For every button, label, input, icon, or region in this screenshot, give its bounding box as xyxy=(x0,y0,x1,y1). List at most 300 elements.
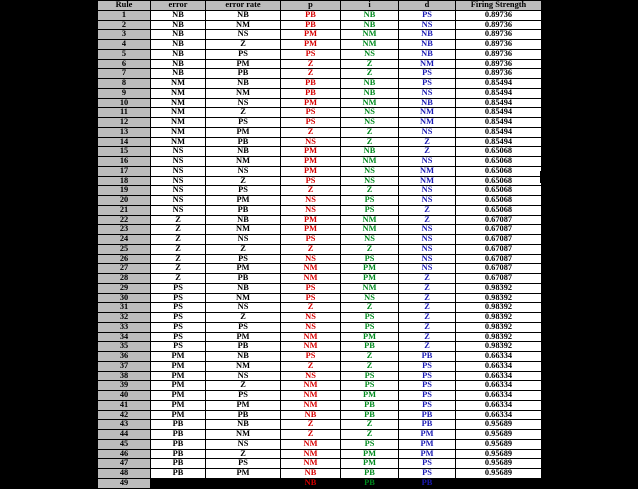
p-cell: NM xyxy=(281,332,341,342)
d-cell: PB xyxy=(399,420,456,430)
error-cell: NS xyxy=(151,147,206,157)
d-cell: PS xyxy=(399,79,456,89)
rule-cell: 42 xyxy=(98,410,151,420)
error-cell: NB xyxy=(151,40,206,50)
rule-cell: 35 xyxy=(98,342,151,352)
error-rate-cell: NS xyxy=(206,303,281,313)
error-cell: PB xyxy=(151,439,206,449)
table-row xyxy=(98,430,542,440)
table-row xyxy=(98,30,542,40)
d-cell: Z xyxy=(399,205,456,215)
i-cell: NB xyxy=(341,20,399,30)
rule-cell: 18 xyxy=(98,176,151,186)
i-cell: NM xyxy=(341,225,399,235)
p-cell: NB xyxy=(281,478,341,488)
table-row xyxy=(98,98,542,108)
error-rate-cell: NB xyxy=(206,420,281,430)
d-cell: PM xyxy=(399,430,456,440)
error-rate-cell: PS xyxy=(206,391,281,401)
rule-cell: 44 xyxy=(98,430,151,440)
error-rate-cell: PB xyxy=(206,137,281,147)
error-cell: PS xyxy=(151,293,206,303)
i-cell: PS xyxy=(341,313,399,323)
error-cell: NM xyxy=(151,108,206,118)
rule-cell: 20 xyxy=(98,196,151,206)
firing-strength-cell: 0.89736 xyxy=(456,20,542,30)
p-cell: NM xyxy=(281,391,341,401)
firing-strength-cell: 0.66334 xyxy=(456,391,542,401)
d-cell: NS xyxy=(399,196,456,206)
firing-strength-cell: 0.95689 xyxy=(456,449,542,459)
firing-strength-cell: 0.65068 xyxy=(456,205,542,215)
i-cell: Z xyxy=(341,186,399,196)
firing-strength-cell: 0.67087 xyxy=(456,225,542,235)
p-cell: PS xyxy=(281,118,341,128)
p-cell: NM xyxy=(281,264,341,274)
rule-cell: 22 xyxy=(98,215,151,225)
error-rate-cell: NM xyxy=(206,157,281,167)
p-cell: NM xyxy=(281,449,341,459)
p-cell: PS xyxy=(281,352,341,362)
d-cell: NB xyxy=(399,98,456,108)
error-rate-cell: NS xyxy=(206,166,281,176)
d-cell: NS xyxy=(399,264,456,274)
table-row xyxy=(98,205,542,215)
error-rate-cell: NB xyxy=(206,79,281,89)
p-cell: PB xyxy=(281,20,341,30)
d-cell: NM xyxy=(399,118,456,128)
error-rate-cell: PM xyxy=(206,127,281,137)
rule-cell: 8 xyxy=(98,79,151,89)
firing-strength-cell: 0.66334 xyxy=(456,352,542,362)
p-cell: PB xyxy=(281,88,341,98)
rule-cell: 10 xyxy=(98,98,151,108)
table-row xyxy=(98,322,542,332)
d-cell: NM xyxy=(399,108,456,118)
i-cell: Z xyxy=(341,430,399,440)
p-cell: PM xyxy=(281,215,341,225)
error-rate-cell: NM xyxy=(206,293,281,303)
error-cell: NB xyxy=(151,10,206,20)
rule-cell: 43 xyxy=(98,420,151,430)
firing-strength-cell: 0.66334 xyxy=(456,361,542,371)
firing-strength-cell: 0.66334 xyxy=(456,400,542,410)
table-row xyxy=(98,196,542,206)
i-cell: PM xyxy=(341,264,399,274)
rule-cell: 17 xyxy=(98,166,151,176)
rule-cell: 49 xyxy=(98,478,151,488)
rule-cell: 33 xyxy=(98,322,151,332)
p-cell: Z xyxy=(281,361,341,371)
error-rate-cell: NB xyxy=(206,352,281,362)
table-row xyxy=(98,166,542,176)
table-row xyxy=(98,400,542,410)
table-row xyxy=(98,420,542,430)
error-cell: NB xyxy=(151,20,206,30)
rule-cell: 13 xyxy=(98,127,151,137)
error-cell: NS xyxy=(151,196,206,206)
p-cell: Z xyxy=(281,303,341,313)
table-row xyxy=(98,49,542,59)
i-cell: Z xyxy=(341,137,399,147)
i-cell: PS xyxy=(341,205,399,215)
rule-cell: 5 xyxy=(98,49,151,59)
error-rate-cell: NM xyxy=(206,88,281,98)
i-cell: PS xyxy=(341,254,399,264)
error-rate-cell: Z xyxy=(206,449,281,459)
firing-strength-cell: 0.85494 xyxy=(456,79,542,89)
error-cell: PM xyxy=(151,352,206,362)
error-rate-cell: NS xyxy=(206,439,281,449)
i-cell: NM xyxy=(341,283,399,293)
firing-strength-cell: 0.85494 xyxy=(456,108,542,118)
rule-cell: 39 xyxy=(98,381,151,391)
d-cell: NB xyxy=(399,49,456,59)
error-rate-cell: NB xyxy=(206,147,281,157)
header-firing-strength: Firing Strength xyxy=(456,1,542,11)
firing-strength-cell: 0.65068 xyxy=(456,196,542,206)
firing-strength-cell: 0.89736 xyxy=(456,69,542,79)
error-rate-cell: PB xyxy=(206,342,281,352)
p-cell: Z xyxy=(281,59,341,69)
i-cell: Z xyxy=(341,69,399,79)
d-cell: PB xyxy=(399,352,456,362)
d-cell: NB xyxy=(399,40,456,50)
p-cell: PM xyxy=(281,166,341,176)
error-cell: Z xyxy=(151,264,206,274)
p-cell: PS xyxy=(281,176,341,186)
rule-cell: 32 xyxy=(98,313,151,323)
firing-strength-cell: 0.95689 xyxy=(456,420,542,430)
error-rate-cell: Z xyxy=(206,108,281,118)
error-rate-cell: NM xyxy=(206,361,281,371)
rule-cell: 29 xyxy=(98,283,151,293)
firing-strength-cell: 0.65068 xyxy=(456,157,542,167)
rule-cell: 7 xyxy=(98,69,151,79)
p-cell: NM xyxy=(281,400,341,410)
d-cell: Z xyxy=(399,137,456,147)
firing-strength-cell: 0.67087 xyxy=(456,235,542,245)
table-header xyxy=(98,1,542,11)
i-cell: NM xyxy=(341,98,399,108)
d-cell: NM xyxy=(399,176,456,186)
firing-strength-cell: 0.98392 xyxy=(456,332,542,342)
rule-cell: 46 xyxy=(98,449,151,459)
rule-cell: 12 xyxy=(98,118,151,128)
header-p: p xyxy=(281,1,341,11)
error-cell: PS xyxy=(151,342,206,352)
d-cell: PM xyxy=(399,439,456,449)
table-row xyxy=(98,303,542,313)
error-rate-cell: PM xyxy=(206,332,281,342)
error-rate-cell: NS xyxy=(206,371,281,381)
rule-cell: 1 xyxy=(98,10,151,20)
i-cell: NS xyxy=(341,293,399,303)
error-rate-cell: PB xyxy=(206,478,281,488)
d-cell: Z xyxy=(399,313,456,323)
rule-cell: 3 xyxy=(98,30,151,40)
table-row xyxy=(98,118,542,128)
i-cell: NB xyxy=(341,79,399,89)
rule-cell: 48 xyxy=(98,469,151,479)
table-row xyxy=(98,264,542,274)
p-cell: PM xyxy=(281,40,341,50)
i-cell: PS xyxy=(341,439,399,449)
rule-cell: 9 xyxy=(98,88,151,98)
table-row xyxy=(98,361,542,371)
rule-cell: 27 xyxy=(98,264,151,274)
firing-strength-cell: 0.66334 xyxy=(456,371,542,381)
i-cell: PM xyxy=(341,459,399,469)
p-cell: NS xyxy=(281,205,341,215)
firing-strength-cell: 0.65068 xyxy=(456,166,542,176)
d-cell: Z xyxy=(399,215,456,225)
error-rate-cell: NS xyxy=(206,98,281,108)
error-cell: NB xyxy=(151,69,206,79)
error-cell: Z xyxy=(151,225,206,235)
d-cell: NS xyxy=(399,244,456,254)
i-cell: NS xyxy=(341,118,399,128)
rule-cell: 21 xyxy=(98,205,151,215)
error-cell: PS xyxy=(151,303,206,313)
error-rate-cell: NB xyxy=(206,10,281,20)
firing-strength-cell: 0.67087 xyxy=(456,254,542,264)
table-row xyxy=(98,176,542,186)
error-cell: PM xyxy=(151,361,206,371)
error-cell: NM xyxy=(151,118,206,128)
table-row xyxy=(98,449,542,459)
table-row xyxy=(98,342,542,352)
header-d: d xyxy=(399,1,456,11)
error-cell: NM xyxy=(151,127,206,137)
table-row xyxy=(98,439,542,449)
table-row xyxy=(98,235,542,245)
p-cell: NS xyxy=(281,313,341,323)
table-row xyxy=(98,59,542,69)
rule-cell: 16 xyxy=(98,157,151,167)
i-cell: PM xyxy=(341,274,399,284)
p-cell: PM xyxy=(281,225,341,235)
error-cell: NM xyxy=(151,98,206,108)
p-cell: NM xyxy=(281,381,341,391)
firing-strength-cell: 0.66334 xyxy=(456,381,542,391)
error-rate-cell: Z xyxy=(206,313,281,323)
p-cell: PM xyxy=(281,147,341,157)
p-cell: NS xyxy=(281,371,341,381)
table-row xyxy=(98,274,542,284)
d-cell: Z xyxy=(399,293,456,303)
p-cell: Z xyxy=(281,186,341,196)
table-row xyxy=(98,410,542,420)
error-rate-cell: PS xyxy=(206,186,281,196)
i-cell: PS xyxy=(341,371,399,381)
p-cell: NB xyxy=(281,469,341,479)
firing-strength-cell: 0.85494 xyxy=(456,127,542,137)
firing-strength-cell: 0.67087 xyxy=(456,244,542,254)
error-rate-cell: PS xyxy=(206,254,281,264)
table-row xyxy=(98,459,542,469)
rule-cell: 25 xyxy=(98,244,151,254)
i-cell: NS xyxy=(341,176,399,186)
p-cell: NS xyxy=(281,137,341,147)
firing-strength-cell: 0.98392 xyxy=(456,342,542,352)
firing-strength-cell: 0.67087 xyxy=(456,274,542,284)
firing-strength-cell: 0.67087 xyxy=(456,264,542,274)
firing-strength-cell: 0.85494 xyxy=(456,88,542,98)
error-cell: PS xyxy=(151,283,206,293)
p-cell: PS xyxy=(281,108,341,118)
d-cell: PS xyxy=(399,371,456,381)
table-row xyxy=(98,381,542,391)
error-cell: PM xyxy=(151,391,206,401)
table-row xyxy=(98,215,542,225)
i-cell: NB xyxy=(341,88,399,98)
table-row xyxy=(98,157,542,167)
rule-cell: 31 xyxy=(98,303,151,313)
error-rate-cell: NS xyxy=(206,30,281,40)
i-cell: Z xyxy=(341,59,399,69)
error-cell: NB xyxy=(151,59,206,69)
i-cell: PB xyxy=(341,478,399,488)
rule-cell: 38 xyxy=(98,371,151,381)
error-rate-cell: NM xyxy=(206,430,281,440)
error-rate-cell: NM xyxy=(206,20,281,30)
error-rate-cell: Z xyxy=(206,40,281,50)
error-cell: NS xyxy=(151,157,206,167)
table-row xyxy=(98,108,542,118)
table-row xyxy=(98,20,542,30)
i-cell: PS xyxy=(341,322,399,332)
table-row xyxy=(98,79,542,89)
i-cell: NS xyxy=(341,49,399,59)
rule-cell: 14 xyxy=(98,137,151,147)
error-cell: NS xyxy=(151,205,206,215)
d-cell: PS xyxy=(399,361,456,371)
table-row xyxy=(98,283,542,293)
error-rate-cell: PB xyxy=(206,205,281,215)
table-row xyxy=(98,371,542,381)
header-rule: Rule xyxy=(98,1,151,11)
error-cell: PS xyxy=(151,322,206,332)
p-cell: PM xyxy=(281,30,341,40)
error-rate-cell: PS xyxy=(206,459,281,469)
p-cell: PS xyxy=(281,293,341,303)
i-cell: NM xyxy=(341,40,399,50)
table-row xyxy=(98,186,542,196)
error-rate-cell: Z xyxy=(206,244,281,254)
table-row xyxy=(98,147,542,157)
table-row xyxy=(98,69,542,79)
p-cell: Z xyxy=(281,69,341,79)
error-rate-cell: PS xyxy=(206,49,281,59)
rule-cell: 4 xyxy=(98,40,151,50)
table-row xyxy=(98,244,542,254)
firing-strength-cell: 0.85494 xyxy=(456,118,542,128)
error-cell: Z xyxy=(151,235,206,245)
error-rate-cell: NB xyxy=(206,283,281,293)
i-cell: NS xyxy=(341,166,399,176)
i-cell: Z xyxy=(341,420,399,430)
rule-cell: 15 xyxy=(98,147,151,157)
table-row xyxy=(98,137,542,147)
p-cell: PB xyxy=(281,10,341,20)
firing-strength-cell: 0.89736 xyxy=(456,59,542,69)
i-cell: NM xyxy=(341,30,399,40)
rule-cell: 37 xyxy=(98,361,151,371)
error-rate-cell: PB xyxy=(206,69,281,79)
firing-strength-cell: 0.65068 xyxy=(456,186,542,196)
firing-strength-cell: 0.89736 xyxy=(456,10,542,20)
p-cell: PS xyxy=(281,235,341,245)
p-cell: NB xyxy=(281,410,341,420)
firing-strength-cell: 0.65068 xyxy=(456,176,542,186)
p-cell: NM xyxy=(281,342,341,352)
error-cell: PM xyxy=(151,400,206,410)
table-row xyxy=(98,478,542,488)
d-cell: NS xyxy=(399,127,456,137)
error-cell: PS xyxy=(151,313,206,323)
rule-cell: 6 xyxy=(98,59,151,69)
firing-strength-cell: 0.95689 xyxy=(456,439,542,449)
i-cell: PM xyxy=(341,449,399,459)
d-cell: Z xyxy=(399,342,456,352)
p-cell: Z xyxy=(281,430,341,440)
i-cell: NS xyxy=(341,235,399,245)
i-cell: NS xyxy=(341,108,399,118)
table-row xyxy=(98,293,542,303)
table-row xyxy=(98,469,542,479)
p-cell: NM xyxy=(281,274,341,284)
d-cell: Z xyxy=(399,322,456,332)
firing-strength-cell: 0.85494 xyxy=(456,98,542,108)
error-cell: PM xyxy=(151,371,206,381)
i-cell: PM xyxy=(341,332,399,342)
rule-cell: 28 xyxy=(98,274,151,284)
rule-cell: 36 xyxy=(98,352,151,362)
i-cell: NB xyxy=(341,10,399,20)
d-cell: PS xyxy=(399,391,456,401)
table-row xyxy=(98,10,542,20)
rule-cell: 11 xyxy=(98,108,151,118)
error-rate-cell: PB xyxy=(206,274,281,284)
rule-cell: 40 xyxy=(98,391,151,401)
error-cell: NS xyxy=(151,166,206,176)
firing-strength-cell: 0.98392 xyxy=(456,313,542,323)
d-cell: NS xyxy=(399,186,456,196)
p-cell: Z xyxy=(281,127,341,137)
firing-strength-cell: 0.66334 xyxy=(456,410,542,420)
rule-cell: 34 xyxy=(98,332,151,342)
error-cell: PS xyxy=(151,332,206,342)
d-cell: PB xyxy=(399,410,456,420)
p-cell: NS xyxy=(281,254,341,264)
firing-strength-cell: 0.89736 xyxy=(456,49,542,59)
firing-strength-cell: 0.95689 xyxy=(456,478,542,488)
d-cell: NS xyxy=(399,235,456,245)
error-rate-cell: PM xyxy=(206,59,281,69)
firing-strength-cell: 0.85494 xyxy=(456,137,542,147)
rule-cell: 19 xyxy=(98,186,151,196)
d-cell: NM xyxy=(399,59,456,69)
i-cell: Z xyxy=(341,303,399,313)
d-cell: PS xyxy=(399,469,456,479)
header-error: error xyxy=(151,1,206,11)
i-cell: PS xyxy=(341,196,399,206)
i-cell: PB xyxy=(341,400,399,410)
error-cell: PB xyxy=(151,459,206,469)
header-row xyxy=(98,1,542,11)
error-cell: Z xyxy=(151,215,206,225)
